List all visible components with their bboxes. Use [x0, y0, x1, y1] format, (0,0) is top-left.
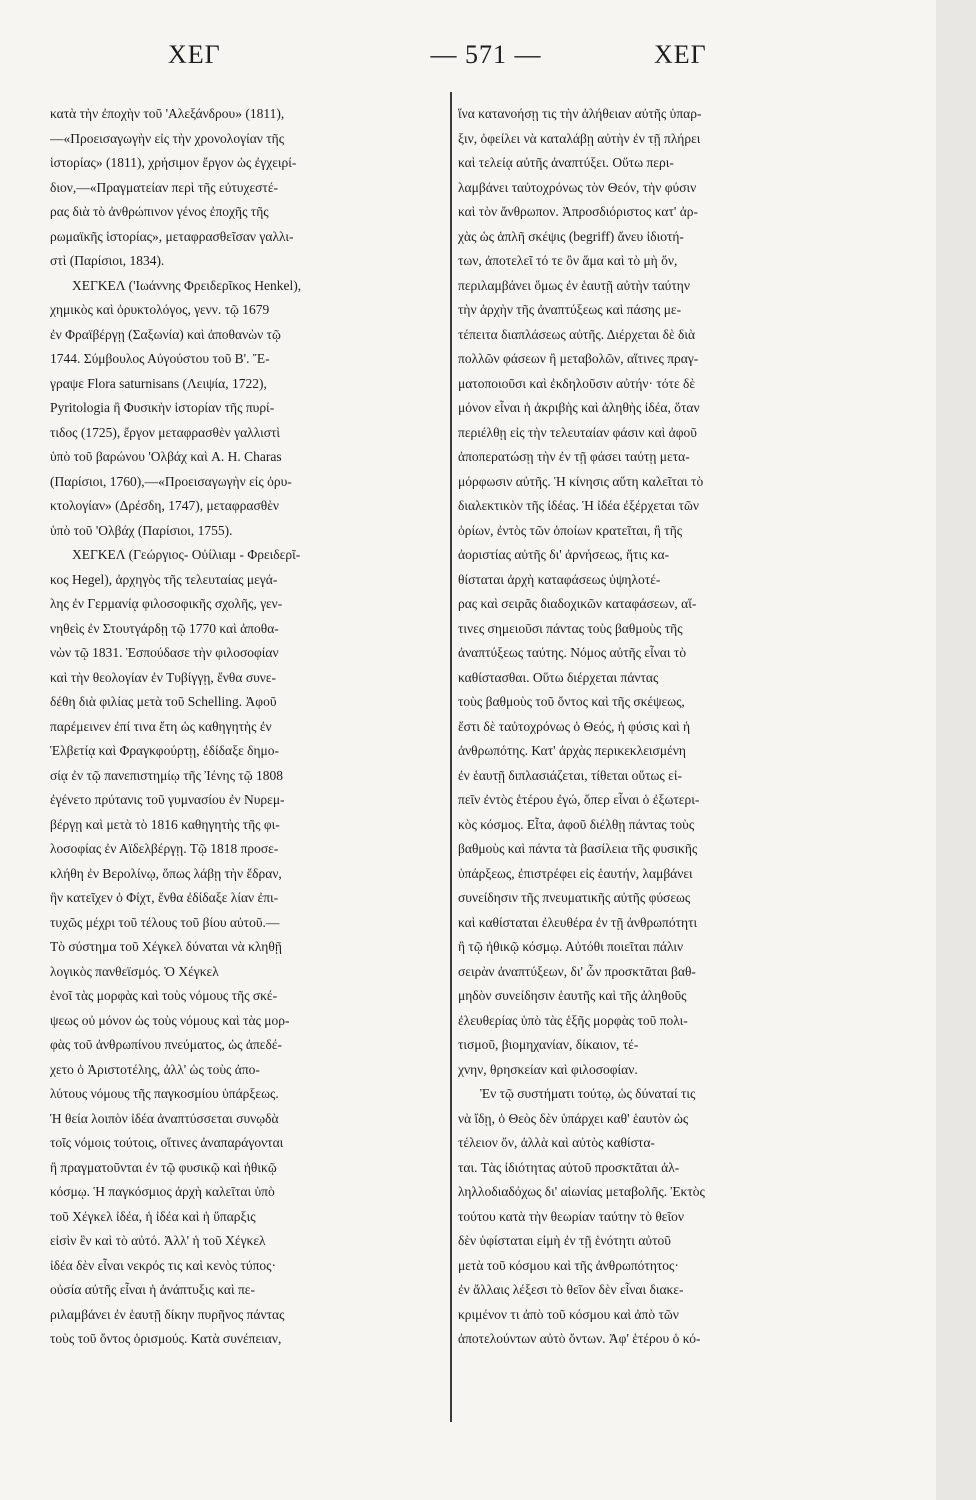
text-line: χημικὸς καὶ ὀρυκτολόγος, γενν. τῷ 1679	[50, 302, 270, 317]
text-line: τοῦ Χέγκελ ἰδέα, ἡ ἰδέα καὶ ἡ ὕπαρξις	[50, 1208, 256, 1224]
text-line: διον,—«Πραγματείαν περὶ τῆς εὐτυχεστέ-	[50, 179, 279, 195]
text-line: κόσμῳ. Ἡ παγκόσμιος ἀρχὴ καλεῖται ὑπὸ	[50, 1184, 275, 1199]
text-line: λης ἐν Γερμανίᾳ φιλοσοφικῆς σχολῆς, γεν-	[50, 596, 283, 611]
text-line: ἔστι δὲ ταὐτοχρόνως ὁ Θεός, ἡ φύσις καὶ ἡ	[458, 718, 691, 734]
text-line: ἀνθρωπότης. Κατ' ἀρχὰς περικεκλεισμένη	[458, 743, 686, 758]
text-line: κὸς κόσμος. Εἶτα, ἀφοῦ διέλθῃ πάντας τοὺς	[458, 816, 695, 832]
text-line: ἱστορίας» (1811), χρήσιμον ἔργον ὡς ἐγχειρί-	[50, 155, 297, 170]
text-line: φὰς τοῦ ἀνθρωπίνου πνεύματος, ὡς ἀπεδέ-	[50, 1037, 282, 1052]
text-line: (Παρίσιοι, 1760),—«Προεισαγωγὴν εἰς ὀρυ-	[50, 473, 292, 489]
text-line: κτολογίαν» (Δρέσδη, 1747), μεταφρασθὲν	[50, 498, 279, 513]
text-line: ἢ πραγματοῦνται ἐν τῷ φυσικῷ καὶ ἠθικῷ	[50, 1159, 277, 1175]
page-edge-margin	[936, 0, 976, 1500]
text-line: των, ἀποτελεῖ τό τε ὂν ἅμα καὶ τὸ μὴ ὄν,	[458, 253, 678, 268]
header-right-guideword: ΧΕΓ	[654, 40, 707, 69]
text-line: κος Hegel), ἀρχηγὸς τῆς τελευταίας μεγά-	[50, 571, 278, 587]
text-line: καὶ τὸν ἄνθρωπον. Ἀπροσδιόριστος κατ' ἀρ-	[458, 204, 699, 219]
text-line: μετὰ τοῦ κόσμου καὶ τῆς ἀνθρωπότητος·	[458, 1257, 679, 1273]
text-line: ἐλευθερίας ὑπὸ τὰς ἑξῆς μορφὰς τοῦ πολι-	[458, 1012, 688, 1028]
text-line: κριμένον τι ἀπὸ τοῦ κόσμου καὶ ἀπὸ τῶν	[458, 1306, 679, 1322]
text-line: —«Προεισαγωγὴν εἰς τὴν χρονολογίαν τῆς	[50, 130, 285, 146]
text-line: ὑπὸ τοῦ βαρώνου 'Ολβάχ καὶ A. H. Charas	[50, 449, 282, 464]
text-line: ΧΕΓΚΕΛ ('Ιωάννης Φρειδερῖκος Henkel),	[72, 277, 302, 293]
text-line: ἐν ἑαυτῇ διπλασιάζεται, τίθεται οὕτως εἰ-	[458, 767, 682, 783]
text-line: τοὺς τοῦ ὄντος ὁρισμούς. Κατὰ συνέπειαν,	[50, 1331, 282, 1346]
text-line: ἑνοῖ τὰς μορφὰς καὶ τοὺς νόμους τῆς σκέ-	[50, 988, 278, 1003]
text-line: λοσοφίας ἐν Αϊδελβέργῃ. Τῷ 1818 προσε-	[50, 841, 279, 856]
text-line: ἵνα κατανοήσῃ τις τὴν ἀλήθειαν αὐτῆς ὑπαρ-	[458, 106, 702, 121]
page-header	[50, 40, 922, 80]
text-line: χετο ὁ Ἀριστοτέλης, ἀλλ' ὡς τοὺς ἀπο-	[50, 1061, 260, 1077]
text-line: ἰδέα δὲν εἶναι νεκρός τις καὶ κενὸς τύπος·	[50, 1257, 276, 1273]
text-line: ρωμαϊκῆς ἱστορίας», μεταφρασθεῖσαν γαλλι-	[50, 228, 294, 244]
text-line: βαθμοὺς καὶ πάντα τὰ βασίλεια τῆς φυσικῆς	[458, 841, 698, 856]
text-line: καθίστασθαι. Οὕτω διέρχεται πάντας	[458, 669, 659, 685]
text-line: λύτους νόμους τῆς παγκοσμίου ὑπάρξεως.	[50, 1086, 279, 1101]
text-line: ρας καὶ σειρᾶς διαδοχικῶν καταφάσεων, αἵ-	[458, 596, 697, 611]
text-line: καὶ τὴν θεολογίαν ἐν Τυβίγγῃ, ἔνθα συνε-	[50, 669, 277, 685]
text-line: Ἑλβετίᾳ καὶ Φραγκφούρτῃ, ἐδίδαξε δημο-	[50, 743, 280, 758]
text-line: καὶ καθίσταται ἐλευθέρα ἐν τῇ ἀνθρωπότητι	[458, 914, 698, 930]
text-line: σειρὰν ἀναπτύξεων, δι' ὧν προσκτᾶται βαθ-	[458, 963, 696, 979]
text-line: τοῖς νόμοις τούτοις, οἵτινες ἀναπαράγονται	[50, 1135, 284, 1150]
text-line: εἰσὶν ἓν καὶ τὸ αὐτό. Ἀλλ' ἡ τοῦ Χέγκελ	[50, 1233, 266, 1248]
text-line: ἐν ἄλλαις λέξεσι τὸ θεῖον δὲν εἶναι διακε-	[458, 1282, 684, 1297]
text-line: ὑπὸ τοῦ 'Ολβάχ (Παρίσιοι, 1755).	[50, 522, 233, 538]
text-line: συνείδησιν τῆς πνευματικῆς αὐτῆς φύσεως	[458, 890, 691, 905]
text-line: λαμβάνει ταὐτοχρόνως τὸν Θεόν, τὴν φύσιν	[458, 179, 697, 195]
text-line: τοὺς βαθμοὺς τοῦ ὄντος καὶ τῆς σκέψεως,	[458, 694, 685, 709]
text-line: ματοποιοῦσι καὶ ἐκδηλοῦσιν αὐτήν· τότε δὲ	[458, 375, 696, 391]
text-line: σίᾳ ἐν τῷ πανεπιστημίῳ τῆς Ἰένης τῷ 1808	[50, 767, 283, 783]
text-line: ἣν κατεῖχεν ὁ Φίχτ, ἔνθα ἐδίδαξε λίαν ἐπι-	[50, 890, 279, 905]
text-line: τινες σημειοῦσι πάντας τοὺς βαθμοὺς τῆς	[458, 620, 683, 636]
text-line: ἀποπερατώσῃ τὴν ἐν τῇ φάσει ταύτῃ μετα-	[458, 449, 690, 464]
text-line: τούτου κατὰ τὴν θεωρίαν ταύτην τὸ θεῖον	[458, 1208, 684, 1224]
text-line: μηδὸν συνείδησιν ἑαυτῆς καὶ τῆς ἀληθοῦς	[458, 988, 687, 1003]
text-line: βέργῃ καὶ μετὰ τὸ 1816 καθηγητὴς τῆς φι-	[50, 816, 280, 832]
text-line: ὁρίων, ἐντὸς τῶν ὁποίων κρατεῖται, ἢ τῆς	[458, 522, 683, 538]
text-line: τισμοῦ, βιομηχανίαν, δίκαιον, τέ-	[458, 1037, 639, 1052]
text-line: ξιν, ὀφείλει νὰ καταλάβῃ αὐτὴν ἐν τῇ πλήρει	[458, 130, 701, 146]
text-line: μόνον εἶναι ἡ ἀκριβὴς καὶ ἀληθὴς ἰδέα, ὅταν	[458, 400, 700, 415]
text-line: δὲν ὑφίσταται εἰμὴ ἐν τῇ ἑνότητι αὐτοῦ	[458, 1233, 671, 1248]
text-line: ἀποτελούντων αὐτὸ ὄντων. Ἀφ' ἑτέρου ὁ κό-	[458, 1331, 701, 1346]
text-line: Τὸ σύστημα τοῦ Χέγκελ δύναται νὰ κληθῇ	[50, 939, 282, 954]
text-line: νὼν τῷ 1831. Ἐσπούδασε τὴν φιλοσοφίαν	[50, 645, 279, 660]
text-line: ἀναπτύξεως ταύτης. Νόμος αὐτῆς εἶναι τὸ	[458, 645, 687, 660]
text-line: ἀοριστίας αὐτῆς δι' ἀρνήσεως, ἥτις κα-	[458, 547, 670, 562]
header-left-guideword: ΧΕΓ	[168, 40, 221, 69]
text-line: χὰς ὡς ἁπλῆ σκέψις (begriff) ἄνευ ἰδιοτή-	[458, 228, 684, 244]
text-line: ριλαμβάνει ἐν ἑαυτῇ δίκην πυρῆνος πάντας	[50, 1306, 285, 1322]
text-line: λογικὸς πανθεϊσμός. Ὁ Χέγκελ	[50, 963, 219, 979]
text-line: τέλειον ὄν, ἀλλὰ καὶ αὐτὸς καθίστα-	[458, 1135, 655, 1150]
text-line: ρας διὰ τὸ ἀνθρώπινον γένος ἐποχῆς τῆς	[50, 204, 269, 219]
text-line: ἢ τῷ ἠθικῷ κόσμῳ. Αὐτόθι ποιεῖται πάλιν	[458, 939, 684, 954]
column-divider	[450, 92, 452, 1422]
text-line: ψεως οὐ μόνον ὡς τοὺς νόμους καὶ τὰς μορ-	[50, 1012, 290, 1028]
text-line: μόρφωσιν αὐτῆς. Ἡ κίνησις αὕτη καλεῖται τὸ	[458, 473, 704, 489]
text-line: περιέλθῃ εἰς τὴν τελευταίαν φάσιν καὶ ἀφοῦ	[458, 424, 697, 440]
text-line: τυχῶς μέχρι τοῦ τέλους τοῦ βίου αὐτοῦ.—	[50, 914, 280, 930]
text-line: ἐν Φραϊβέργῃ (Σαξωνία) καὶ ἀποθανὼν τῷ	[50, 326, 281, 342]
text-line: Ἐν τῷ συστήματι τούτῳ, ὡς δύναταί τις	[480, 1086, 696, 1101]
text-line: στὶ (Παρίσιοι, 1834).	[50, 253, 165, 268]
text-line: τιδος (1725), ἔργον μεταφρασθὲν γαλλιστὶ	[50, 424, 281, 440]
text-line: Ἡ θεία λοιπὸν ἰδέα ἀναπτύσσεται συνῳδὰ	[50, 1110, 279, 1126]
text-line: περιλαμβάνει ὅμως ἐν ἑαυτῇ αὐτὴν ταύτην	[458, 277, 690, 293]
text-line: δέθη διὰ φιλίας μετὰ τοῦ Schelling. Ἀφοῦ	[50, 694, 277, 709]
text-line: ἐγένετο πρύτανις τοῦ γυμνασίου ἐν Νυρεμ-	[50, 792, 285, 807]
left-column	[50, 102, 450, 1352]
text-line: νὰ ἴδῃ, ὁ Θεὸς δὲν ὑπάρχει καθ' ἑαυτὸν ὡς	[458, 1110, 689, 1126]
text-line: ὑπάρξεως, ἐπιστρέφει εἰς ἑαυτήν, λαμβάνει	[458, 865, 693, 881]
text-line: τὴν ἀρχὴν τῆς ἀναπτύξεως καὶ πάσης με-	[458, 302, 682, 317]
text-line: θίσταται ἀρχὴ καταφάσεως ὑψηλοτέ-	[458, 571, 661, 587]
text-line: 1744. Σύμβουλος Αὐγούστου τοῦ Β'. Ἔ-	[50, 351, 270, 366]
text-line: Pyritologia ἢ Φυσικὴν ἱστορίαν τῆς πυρί-	[50, 400, 275, 415]
text-line: κατὰ τὴν ἐποχὴν τοῦ 'Αλεξάνδρου» (1811),	[50, 106, 285, 121]
text-line: ΧΕΓΚΕΛ (Γεώργιος- Οὐίλιαμ - Φρειδερῖ-	[72, 547, 301, 562]
text-line: καὶ τελείᾳ αὐτῆς ἀναπτύξει. Οὕτω περι-	[458, 155, 674, 170]
text-line: χνην, θρησκείαν καὶ φιλοσοφίαν.	[458, 1061, 638, 1077]
text-line: οὐσία αὐτῆς εἶναι ἡ ἀνάπτυξις καὶ πε-	[50, 1282, 255, 1297]
text-line: νηθεὶς ἐν Στουτγάρδῃ τῷ 1770 καὶ ἀποθα-	[50, 620, 279, 636]
right-column	[458, 102, 858, 1352]
text-line: τέπειτα διαπλάσεως αὐτῆς. Διέρχεται δὲ διὰ	[458, 326, 696, 342]
text-line: πολλῶν φάσεων ἢ μεταβολῶν, αἵτινες πραγ-	[458, 351, 699, 366]
text-line: ληλλοδιαδόχως δι' αἰωνίας μεταβολῆς. Ἐκτὸς	[458, 1184, 705, 1199]
text-line: γραψε Flora saturnisans (Λειψία, 1722),	[50, 375, 267, 391]
text-line: πεῖν ἐντὸς ἑτέρου ἐγώ, ὅπερ εἶναι ὁ ἐξωτερι-	[458, 792, 700, 807]
page-number: — 571 —	[430, 40, 542, 69]
text-line: ται. Τὰς ἰδιότητας αὐτοῦ προσκτᾶται ἀλ-	[458, 1159, 680, 1175]
text-line: κλήθη ἐν Βερολίνῳ, ὅπως λάβῃ τὴν ἕδραν,	[50, 865, 282, 881]
text-line: διαλεκτικὸν τῆς ἰδέας. Ἡ ἰδέα ἐξέρχεται τῶν	[458, 498, 699, 513]
text-line: παρέμεινεν ἐπί τινα ἔτη ὡς καθηγητὴς ἐν	[50, 718, 272, 734]
